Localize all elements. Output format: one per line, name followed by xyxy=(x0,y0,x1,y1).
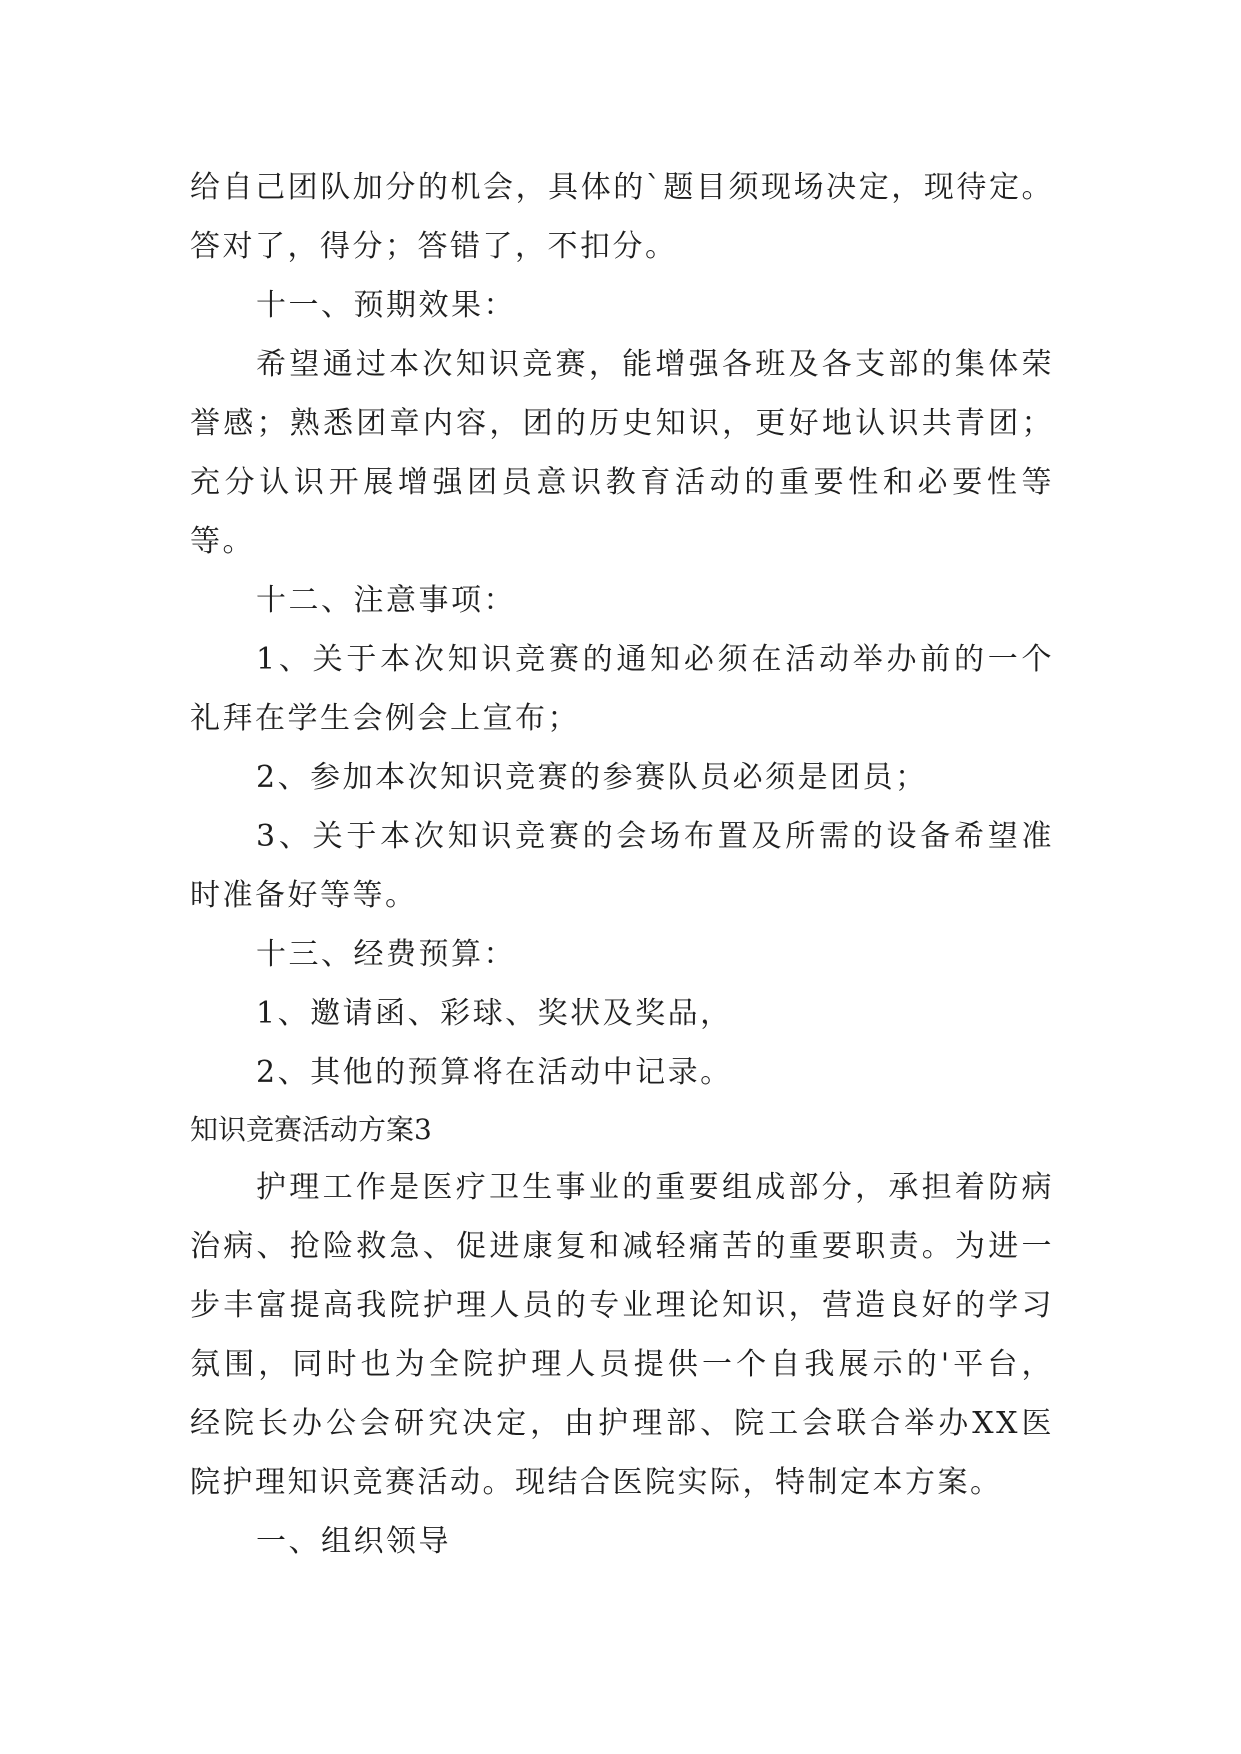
text-line: 2、参加本次知识竞赛的参赛队员必须是团员； xyxy=(256,760,928,795)
text-line: 治病、抢险救急、促进康复和减轻痛苦的重要职责。为进一 xyxy=(190,1229,1054,1264)
text-line: 2、其他的预算将在活动中记录。 xyxy=(256,1055,733,1090)
text-line: 院护理知识竞赛活动。现结合医院实际，特制定本方案。 xyxy=(190,1465,1003,1500)
text-line: 氛围，同时也为全院护理人员提供一个自我展示的'平台， xyxy=(190,1347,1054,1382)
text-line: 礼拜在学生会例会上宣布； xyxy=(190,701,580,736)
text-line: 步丰富提高我院护理人员的专业理论知识，营造良好的学习 xyxy=(190,1288,1054,1323)
section-heading: 一、组织领导 xyxy=(256,1524,451,1559)
text-line: 经院长办公会研究决定，由护理部、院工会联合举办XX医 xyxy=(190,1406,1054,1441)
text-line: 3、关于本次知识竞赛的会场布置及所需的设备希望准 xyxy=(256,819,1054,854)
section-heading: 十一、预期效果： xyxy=(256,288,516,323)
document-body xyxy=(190,158,1054,1571)
section-heading: 十三、经费预算： xyxy=(256,937,516,972)
section-heading: 十二、注意事项： xyxy=(256,583,516,618)
text-line: 充分认识开展增强团员意识教育活动的重要性和必要性等 xyxy=(190,465,1054,500)
text-line: 希望通过本次知识竞赛，能增强各班及各支部的集体荣 xyxy=(256,347,1054,382)
plan-title: 知识竞赛活动方案3 xyxy=(190,1113,432,1146)
text-line: 等。 xyxy=(190,524,255,559)
text-line: 1、关于本次知识竞赛的通知必须在活动举办前的一个 xyxy=(256,642,1054,677)
text-line: 时准备好等等。 xyxy=(190,878,418,913)
text-line: 1、邀请函、彩球、奖状及奖品， xyxy=(256,996,733,1031)
text-line: 答对了，得分；答错了，不扣分。 xyxy=(190,229,678,264)
text-line: 护理工作是医疗卫生事业的重要组成部分，承担着防病 xyxy=(256,1170,1054,1205)
text-line: 誉感；熟悉团章内容，团的历史知识，更好地认识共青团； xyxy=(190,406,1054,441)
text-line: 给自己团队加分的机会，具体的`题目须现场决定，现待定。 xyxy=(190,170,1054,205)
